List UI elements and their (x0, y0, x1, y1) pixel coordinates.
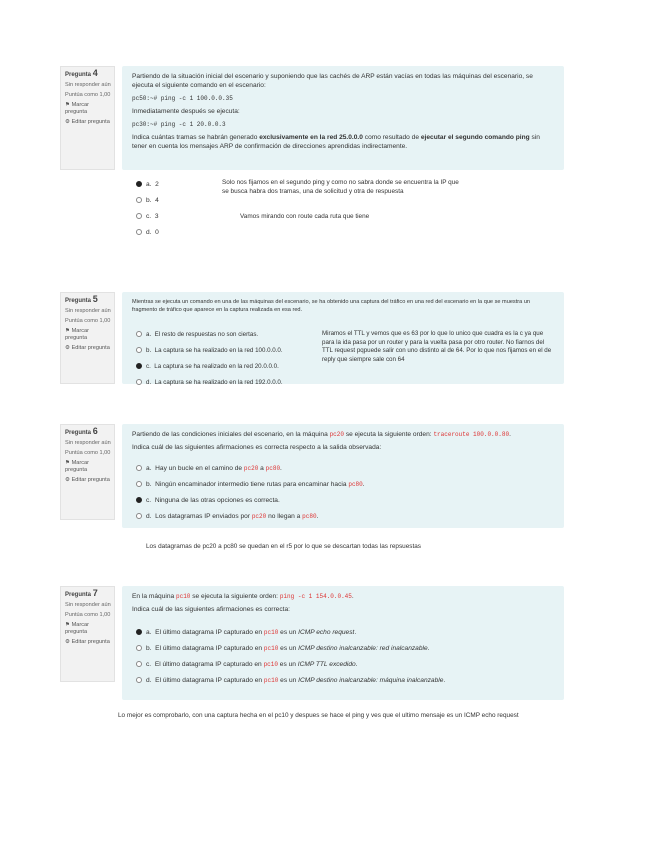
question-info-6 (60, 424, 115, 520)
question-prompt: Indica cuál de las siguientes afirmaciones es correcta: (132, 606, 290, 613)
question-intro: Mientras se ejecuta un comando en una de las máquinas del escenario, se ha obtenido una captura del tráfico en una red del escenario en la que se muestra un fragmento de tráfico que aparece en la captura realizada en esa red. (132, 299, 531, 313)
question-status: Sin responder aún (65, 602, 111, 608)
radio-icon[interactable] (136, 465, 142, 471)
question-intro: En la máquina pc10 se ejecuta la siguiente orden: ping -c 1 154.0.0.45. (132, 593, 354, 600)
gear-icon: ⚙ (65, 119, 71, 125)
gear-icon: ⚙ (65, 345, 71, 351)
handwritten-note: Miramos el TTL y vemos que es 63 por lo que lo unico que cuadra es la c ya que para la ida pasa por un router y para la vuelta pasa por otro router. No fiarnos del TTL request pqpuede salir con uno distinto al de 64. Por lo que nos fijamos en el de reply que siempre sale con 64 (322, 330, 552, 363)
question-points: Puntúa como 1,00 (65, 318, 111, 324)
answer-option-b[interactable]: b. 4 (136, 196, 159, 205)
question-intro: Partiendo de la situación inicial del escenario y suponiendo que las cachés de ARP están vacías en todas las máquinas del escenario, se ejecuta el siguiente comando en el escenario: (132, 73, 533, 89)
radio-icon[interactable] (136, 331, 142, 337)
radio-icon[interactable] (136, 645, 142, 651)
edit-question-link[interactable]: ⚙ Editar pregunta (65, 477, 110, 483)
radio-icon[interactable] (136, 347, 142, 353)
flag-question-link[interactable]: ⚑ Marcar pregunta (65, 102, 89, 115)
question-points: Puntúa como 1,00 (65, 450, 111, 456)
handwritten-note-2: Vamos mirando con route cada ruta que tiene (240, 213, 370, 220)
flag-question-link[interactable]: ⚑ Marcar pregunta (65, 622, 89, 635)
answer-option-b[interactable]: b. Ningún encaminador intermedio tiene rutas para encaminar hacia pc80. (136, 480, 365, 489)
question-number: Pregunta 5 (65, 294, 98, 304)
feedback-note: Lo mejor es comprobarlo, con una captura hecha en el pc10 y despues se hace el ping y ves que el ultimo mensaje es un ICMP echo request (118, 712, 519, 719)
flag-question-link[interactable]: ⚑ Marcar pregunta (65, 460, 89, 473)
radio-selected-icon[interactable] (136, 363, 142, 369)
edit-question-link[interactable]: ⚙ Editar pregunta (65, 119, 110, 125)
command-1: pc50:~# ping -c 1 100.0.0.35 (132, 95, 233, 102)
radio-selected-icon[interactable] (136, 629, 142, 635)
answer-option-d[interactable]: d. El último datagrama IP capturado en pc10 es un ICMP destino inalcanzable: máquina inalcanzable. (136, 676, 445, 685)
answer-option-a[interactable]: a. 2 (136, 180, 159, 189)
question-intro: Partiendo de las condiciones iniciales del escenario, en la máquina pc20 se ejecuta la siguiente orden: traceroute 100.0.0.80. (132, 431, 511, 438)
flag-icon: ⚑ (65, 102, 71, 108)
question-info-5 (60, 292, 115, 384)
question-intro-2: Inmediatamente después se ejecuta: (132, 108, 240, 115)
question-number: Pregunta 6 (65, 426, 98, 436)
radio-icon[interactable] (136, 379, 142, 385)
answer-option-b[interactable]: b. La captura se ha realizado en la red 100.0.0.0. (136, 346, 283, 355)
flag-icon: ⚑ (65, 460, 71, 466)
flag-icon: ⚑ (65, 622, 71, 628)
answer-option-a[interactable]: a. El resto de respuestas no son ciertas. (136, 330, 258, 339)
answer-option-d[interactable]: d. 0 (136, 228, 159, 237)
answer-option-c[interactable]: c. Ninguna de las otras opciones es correcta. (136, 496, 280, 505)
answer-option-c[interactable]: c. 3 (136, 212, 158, 221)
feedback-note: Los datagramas de pc20 a pc80 se quedan en el r5 por lo que se descartan todas las repsuestas (146, 543, 421, 550)
radio-selected-icon[interactable] (136, 181, 142, 187)
command-2: pc30:~# ping -c 1 20.0.0.3 (132, 121, 226, 128)
answer-option-a[interactable]: a. El último datagrama IP capturado en pc10 es un ICMP echo request. (136, 628, 356, 637)
flag-question-link[interactable]: ⚑ Marcar pregunta (65, 328, 89, 341)
answer-option-a[interactable]: a. Hay un bucle en el camino de pc20 a pc80. (136, 464, 282, 473)
answer-option-c[interactable]: c. El último datagrama IP capturado en pc10 es un ICMP TTL excedido. (136, 660, 358, 669)
question-prompt: Indica cuántas tramas se habrán generado exclusivamente en la red 25.0.0.0 como resultado de ejecutar el segundo comando ping sin tener en cuenta los mensajes ARP de confirmación de direcciones aprendidas indirectamente. (132, 134, 540, 150)
radio-icon[interactable] (136, 229, 142, 235)
question-points: Puntúa como 1,00 (65, 92, 111, 98)
question-prompt: Indica cuál de las siguientes afirmaciones es correcta respecto a la salida observada: (132, 444, 382, 451)
handwritten-note-1: Solo nos fijamos en el segundo ping y como no sabra donde se encuentra la IP que se busca habra dos tramas, una de solicitud y otra de respuesta (222, 179, 459, 195)
question-number: Pregunta 4 (65, 68, 98, 78)
radio-icon[interactable] (136, 213, 142, 219)
question-status: Sin responder aún (65, 440, 111, 446)
radio-icon[interactable] (136, 481, 142, 487)
answer-option-b[interactable]: b. El último datagrama IP capturado en pc10 es un ICMP destino inalcanzable: red inalcanzable. (136, 644, 429, 653)
radio-icon[interactable] (136, 677, 142, 683)
question-points: Puntúa como 1,00 (65, 612, 111, 618)
question-number: Pregunta 7 (65, 588, 98, 598)
radio-icon[interactable] (136, 197, 142, 203)
answer-option-c[interactable]: c. La captura se ha realizado en la red 20.0.0.0. (136, 362, 279, 371)
radio-selected-icon[interactable] (136, 497, 142, 503)
gear-icon: ⚙ (65, 477, 71, 483)
question-info-4 (60, 66, 115, 170)
edit-question-link[interactable]: ⚙ Editar pregunta (65, 639, 110, 645)
question-status: Sin responder aún (65, 308, 111, 314)
edit-question-link[interactable]: ⚙ Editar pregunta (65, 345, 110, 351)
radio-icon[interactable] (136, 661, 142, 667)
question-info-7 (60, 586, 115, 682)
question-status: Sin responder aún (65, 82, 111, 88)
answer-option-d[interactable]: d. La captura se ha realizado en la red 192.0.0.0. (136, 378, 283, 387)
radio-icon[interactable] (136, 513, 142, 519)
flag-icon: ⚑ (65, 328, 71, 334)
question-text-4 (122, 66, 564, 170)
gear-icon: ⚙ (65, 639, 71, 645)
answer-option-d[interactable]: d. Los datagramas IP enviados por pc20 no llegan a pc80. (136, 512, 318, 521)
